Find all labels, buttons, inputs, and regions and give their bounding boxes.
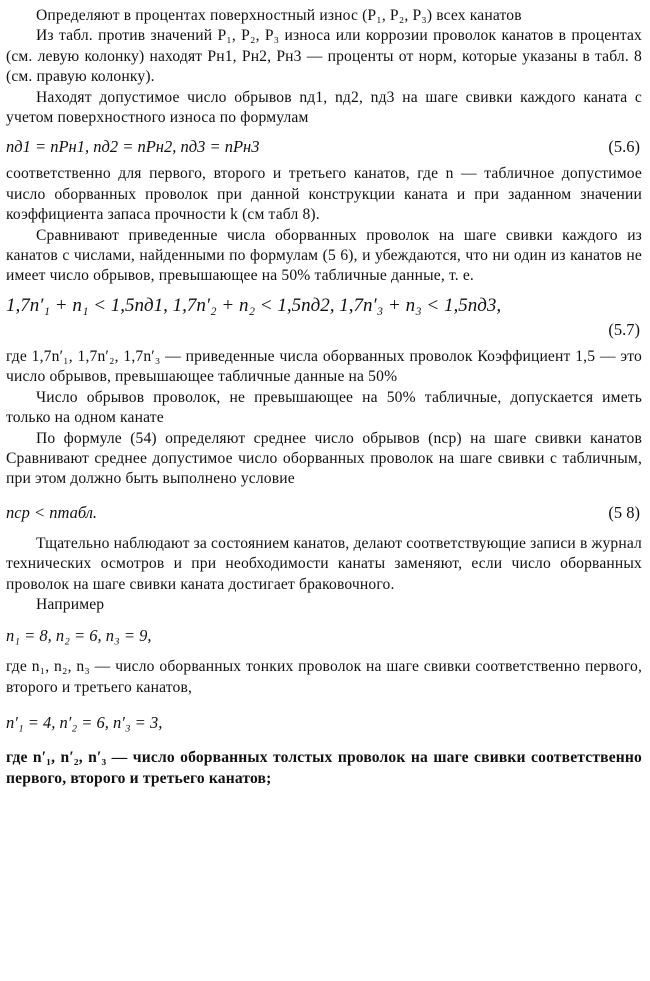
document-page (6, 6, 642, 789)
equation-5-7-number: (5.7) (608, 319, 640, 339)
equation-5-7 (6, 293, 642, 343)
equation-5-8-number: (5 8) (608, 502, 640, 522)
equation-example-1-body: n₁ = 8, n₂ = 6, n₃ = 9, (6, 626, 152, 646)
paragraph-3: Находят допустимое число обрывов nд1, nд2, nд3 на шаге свивки каждого каната с учетом поверхностного износа по формулам (6, 88, 642, 127)
paragraph-10: Например (36, 595, 105, 613)
equation-5-6 (6, 136, 642, 158)
equation-5-7-body: 1,7n′₁ + n₁ < 1,5nд1, 1,7n′₂ + n₂ < 1,5nд2, 1,7n′₃ + n₃ < 1,5nд3, (6, 294, 502, 316)
paragraph-5: Сравнивают приведенные числа оборванных проволок на шаге свивки каждого из канатов с числами, найденными по формулам (5 6), и убеждаются, что ни один из канатов не имеет число обрывов, превышающее на 50% табличные данные, т. е. (6, 226, 642, 285)
equation-5-6-body: nд1 = nPн1, nд2 = nPн2, nд3 = nPн3 (6, 137, 260, 157)
paragraph-9: Тщательно наблюдают за состоянием канатов, делают соответствующие записи в журнал технических осмотров и при необходимости канаты заменяют, если число оборванных проволок на шаге свивки каната достигает браковочного. (6, 534, 642, 593)
paragraph-6: где 1,7n′₁, 1,7n′₂, 1,7n′₃ — приведенные числа оборванных проволок Коэффициент 1,5 — это число обрывов, превышающее табличные данные на 50% (6, 347, 642, 386)
paragraph-8: По формуле (54) определяют среднее число обрывов (nср) на шаге свивки канатов Сравнивают среднее допустимое число оборванных проволок на шаге свивки с табличным, при этом должно быть выполнено условие (6, 429, 642, 488)
paragraph-11: где n₁, n₂, n₃ — число оборванных тонких проволок на шаге свивки соответственно первого, второго и третьего канатов, (6, 658, 642, 696)
equation-example-2-body: n′₁ = 4, n′₂ = 6, n′₃ = 3, (6, 713, 163, 733)
paragraph-1: Определяют в процентах поверхностный износ (P₁, P₂, P₃) всех канатов (36, 7, 522, 24)
equation-example-2 (6, 712, 642, 734)
equation-5-8 (6, 502, 642, 524)
paragraph-7: Число обрывов проволок, не превышающее на 50% табличные, допускается иметь только на одном канате (6, 388, 642, 427)
equation-5-6-number: (5.6) (608, 137, 640, 157)
paragraph-12: где n′₁, n′₂, n′₃ — число оборванных толстых проволок на шаге свивки соответственно первого, второго и третьего канатов; (6, 749, 642, 787)
equation-example-1 (6, 625, 642, 647)
paragraph-4: соответственно для первого, второго и третьего канатов, где n — табличное допустимое число оборванных проволок при данной конструкции каната и при заданном значении коэффициента запаса прочности k (см табл 8). (6, 165, 642, 224)
equation-5-8-body: nср < nтабл. (6, 502, 98, 522)
paragraph-2: Из табл. против значений P₁, P₂, P₃ износа или коррозии проволок канатов в процентах (см. левую колонку) находят Pн1, Pн2, Pн3 — проценты от норм, которые указаны в табл. 8 (см. правую колонку). (6, 27, 642, 86)
